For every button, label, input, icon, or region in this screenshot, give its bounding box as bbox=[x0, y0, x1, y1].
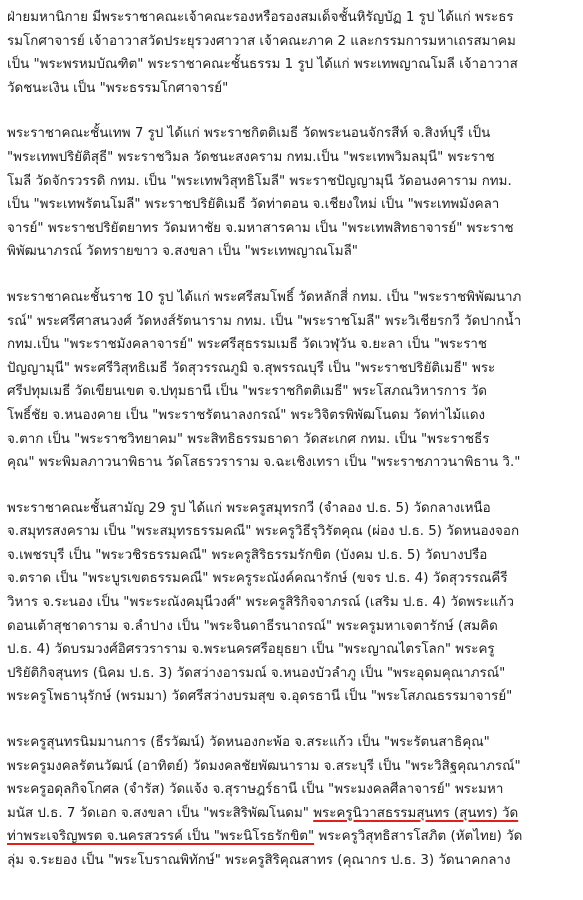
highlighted-line bbox=[7, 825, 578, 849]
paragraph-gap bbox=[7, 264, 578, 286]
red-underlined-text: พระครูนิวาสธรรมสุนทร (สุนทร) วัด bbox=[313, 805, 519, 821]
text-line: พระครูอดุลกิจโกศล (จำรัส) วัดแจ้ง จ.สุราษฎร์ธานี เป็น "พระมงคลศีลาจารย์" พระมหา bbox=[7, 782, 504, 798]
text-line: จ.ตาก เป็น "พระราชวิทยาคม" พระสิทธิธรรมธาดา วัดสะเกศ กทม. เป็น "พระราชธีร bbox=[7, 431, 490, 447]
text-line: วัดชนะเงิน เป็น "พระธรรมโกศาจารย์" bbox=[7, 80, 229, 96]
text-line: เป็น "พระเทพรัตนโมลี" พระราชปริยัติเมธี วัดท่าตอน จ.เชียงใหม่ เป็น "พระเทพมังคลา bbox=[7, 197, 500, 213]
paragraph-gap bbox=[7, 100, 578, 122]
text-line: พระราชาคณะชั้นราช 10 รูป ได้แก่ พระศรีสมโพธิ์ วัดหลักสี่ กทม. เป็น "พระราชพิพัฒนาภ bbox=[7, 289, 522, 305]
text-line: วิหาร จ.ระนอง เป็น "พระระณังคมุนีวงศ์" พระครูสิริกิจจาภรณ์ (เสริม ป.ธ. 4) วัดพระแก้ว bbox=[7, 595, 515, 611]
text-line: เป็น "พระพรหมบัณฑิต" พระราชาคณะชั้นธรรม 1 รูป ได้แก่ พระเทพญาณโมลี เจ้าอาวาส bbox=[7, 57, 518, 73]
text-line: "พระเทพปริยัติสุธี" พระราชวิมล วัดชนะสงคราม กทม.เป็น "พระเทพวิมลมุนี" พระราช bbox=[7, 149, 495, 165]
paragraph-raj-rank bbox=[7, 286, 578, 475]
text-line: จ.เพชรบุรี เป็น "พระวชิรธรรมคณี" พระครูสิริธรรมรักขิต (บังคม ป.ธ. 5) วัดบางปรือ bbox=[7, 547, 488, 563]
text-line: ป.ธ. 4) วัดบรมวงศ์อิศรวราราม จ.พระนครศรีอยุธยา เป็น "พระญาณไตรโลก" พระครู bbox=[7, 642, 495, 658]
paragraph-gap bbox=[7, 709, 578, 731]
paragraph-gap bbox=[7, 475, 578, 497]
text-line: คุณ" พระพิมลภาวนาพิธาน วัดโสธรวราราม จ.ฉะเชิงเทรา เป็น "พระราชภาวนาพิธาน วิ." bbox=[7, 455, 521, 471]
text-line: ฝ่ายมหานิกาย มีพระราชาคณะเจ้าคณะรองหรือรองสมเด็จชั้นหิรัญบัฏ 1 รูป ได้แก่ พระธร bbox=[7, 10, 514, 25]
text-line: ดอนเต้าสุชาดาราม จ.ลำปาง เป็น "พระจินดาธีรนาถรณ์" พระครูมหาเจตารักษ์ (สมคิด bbox=[7, 618, 498, 634]
text-line: กทม.เป็น "พระราชมังคลาจารย์" พระศรีสุธรรมเมธี วัดเวฬุวัน จ.ยะลา เป็น "พระราช bbox=[7, 337, 488, 353]
text-line: ปัญญามุนี" พระศรีวิสุทธิเมธี วัดสุวรรณภูมิ จ.สุพรรณบุรี เป็น "พระราชปริยัติเมธี" พระ bbox=[7, 360, 496, 376]
red-underlined-text: ท่าพระเจริญพรต จ.นครสวรรค์ เป็น "พระนิโรธรักขิต" bbox=[7, 829, 315, 845]
text-line: ศรีปทุมเมธี วัดเขียนเขต จ.ปทุมธานี เป็น "พระราชกิตติเมธี" พระโสภณวิหารการ วัด bbox=[7, 384, 487, 400]
text-line: จ.ตราด เป็น "พระบูรเขตธรรมคณี" พระครูระณังค์คณารักษ์ (ขจร ป.ธ. 4) วัดสุวรรณคีรี bbox=[7, 571, 508, 587]
line-prefix: มนัส ป.ธ. 7 วัดเอก จ.สงขลา เป็น "พระสิริพัฒโนดม" bbox=[7, 805, 314, 821]
text-line: ปริยัติกิจสุนทร (นิคม ป.ธ. 3) วัดสว่างอารมณ์ จ.หนองบัวลำภู เป็น "พระอุดมคุณาภรณ์" bbox=[7, 665, 506, 681]
line-suffix: พระครูวิสุทธิสารโสภิต (หัตไทย) วัด bbox=[314, 829, 523, 845]
text-line: พิพัฒนาภรณ์ วัดทรายขาว จ.สงขลา เป็น "พระเทพญาณโมลี" bbox=[7, 244, 358, 260]
document-body bbox=[7, 6, 578, 873]
paragraph-phrakhru-list bbox=[7, 731, 578, 873]
text-line: พระครูโพธานุรักษ์ (พรมมา) วัดศรีสว่างบรมสุข จ.อุดรธานี เป็น "พระโสภณธรรมาจารย์" bbox=[7, 689, 513, 705]
text-line: โมลี วัดจักรวรรดิ กทม. เป็น "พระเทพวิสุทธิโมลี" พระราชปัญญามุนี วัดอนงคาราม กทม. bbox=[7, 173, 512, 189]
text-line: พระราชาคณะชั้นเทพ 7 รูป ได้แก่ พระราชกิตติเมธี วัดพระนอนจักรสีห์ จ.สิงห์บุรี เป็น bbox=[7, 126, 491, 142]
text-line: รณ์" พระศรีศาสนวงศ์ วัดหงส์รัตนาราม กทม. เป็น "พระราชโมลี" พระวิเชียรกวี วัดปากน้ำ bbox=[7, 313, 522, 329]
paragraph-thep-rank bbox=[7, 122, 578, 264]
text-line: จารย์" พระราชปริยัตยาทร วัดมหาชัย จ.มหาสารคาม เป็น "พระเทพสิทธาจารย์" พระราช bbox=[7, 220, 514, 236]
text-line: พระราชาคณะชั้นสามัญ 29 รูป ได้แก่ พระครูสมุทรกวี (จำลอง ป.ธ. 5) วัดกลางเหนือ bbox=[7, 500, 491, 516]
paragraph-saman-rank bbox=[7, 497, 578, 709]
text-line: จ.สมุทรสงคราม เป็น "พระสมุทรธรรมคณี" พระครูวิธีรุวิรัตคุณ (ผ่อง ป.ธ. 5) วัดหนองจอก bbox=[7, 524, 520, 540]
text-line: ลุ่ม จ.ระยอง เป็น "พระโบราณพิทักษ์" พระครูสิริคุณสาทร (คุณากร ป.ธ. 3) วัดนาคกลาง bbox=[7, 853, 511, 868]
text-line: โพธิ์ชัย จ.หนองคาย เป็น "พระราชรัตนาลงกรณ์" พระวิจิตรพิพัฒโนดม วัดท่าไม้แดง bbox=[7, 407, 486, 423]
highlighted-line bbox=[7, 802, 578, 826]
text-line: พระครูมงคลรัตนวัฒน์ (อาทิตย์) วัดมงคลชัยพัฒนาราม จ.สระบุรี เป็น "พระวิสิฐคุณาภรณ์" bbox=[7, 758, 521, 774]
paragraph-mahanikaya bbox=[7, 6, 578, 100]
text-line: รมโกศาจารย์ เจ้าอาวาสวัดประยุรวงศาวาส เจ้าคณะภาค 2 และกรรมการมหาเถรสมาคม bbox=[7, 33, 516, 49]
text-line: พระครูสุนทรนิมมานการ (ธีรวัฒน์) วัดหนองกะพ้อ จ.สระแก้ว เป็น "พระรัตนสาธิคุณ" bbox=[7, 735, 490, 751]
